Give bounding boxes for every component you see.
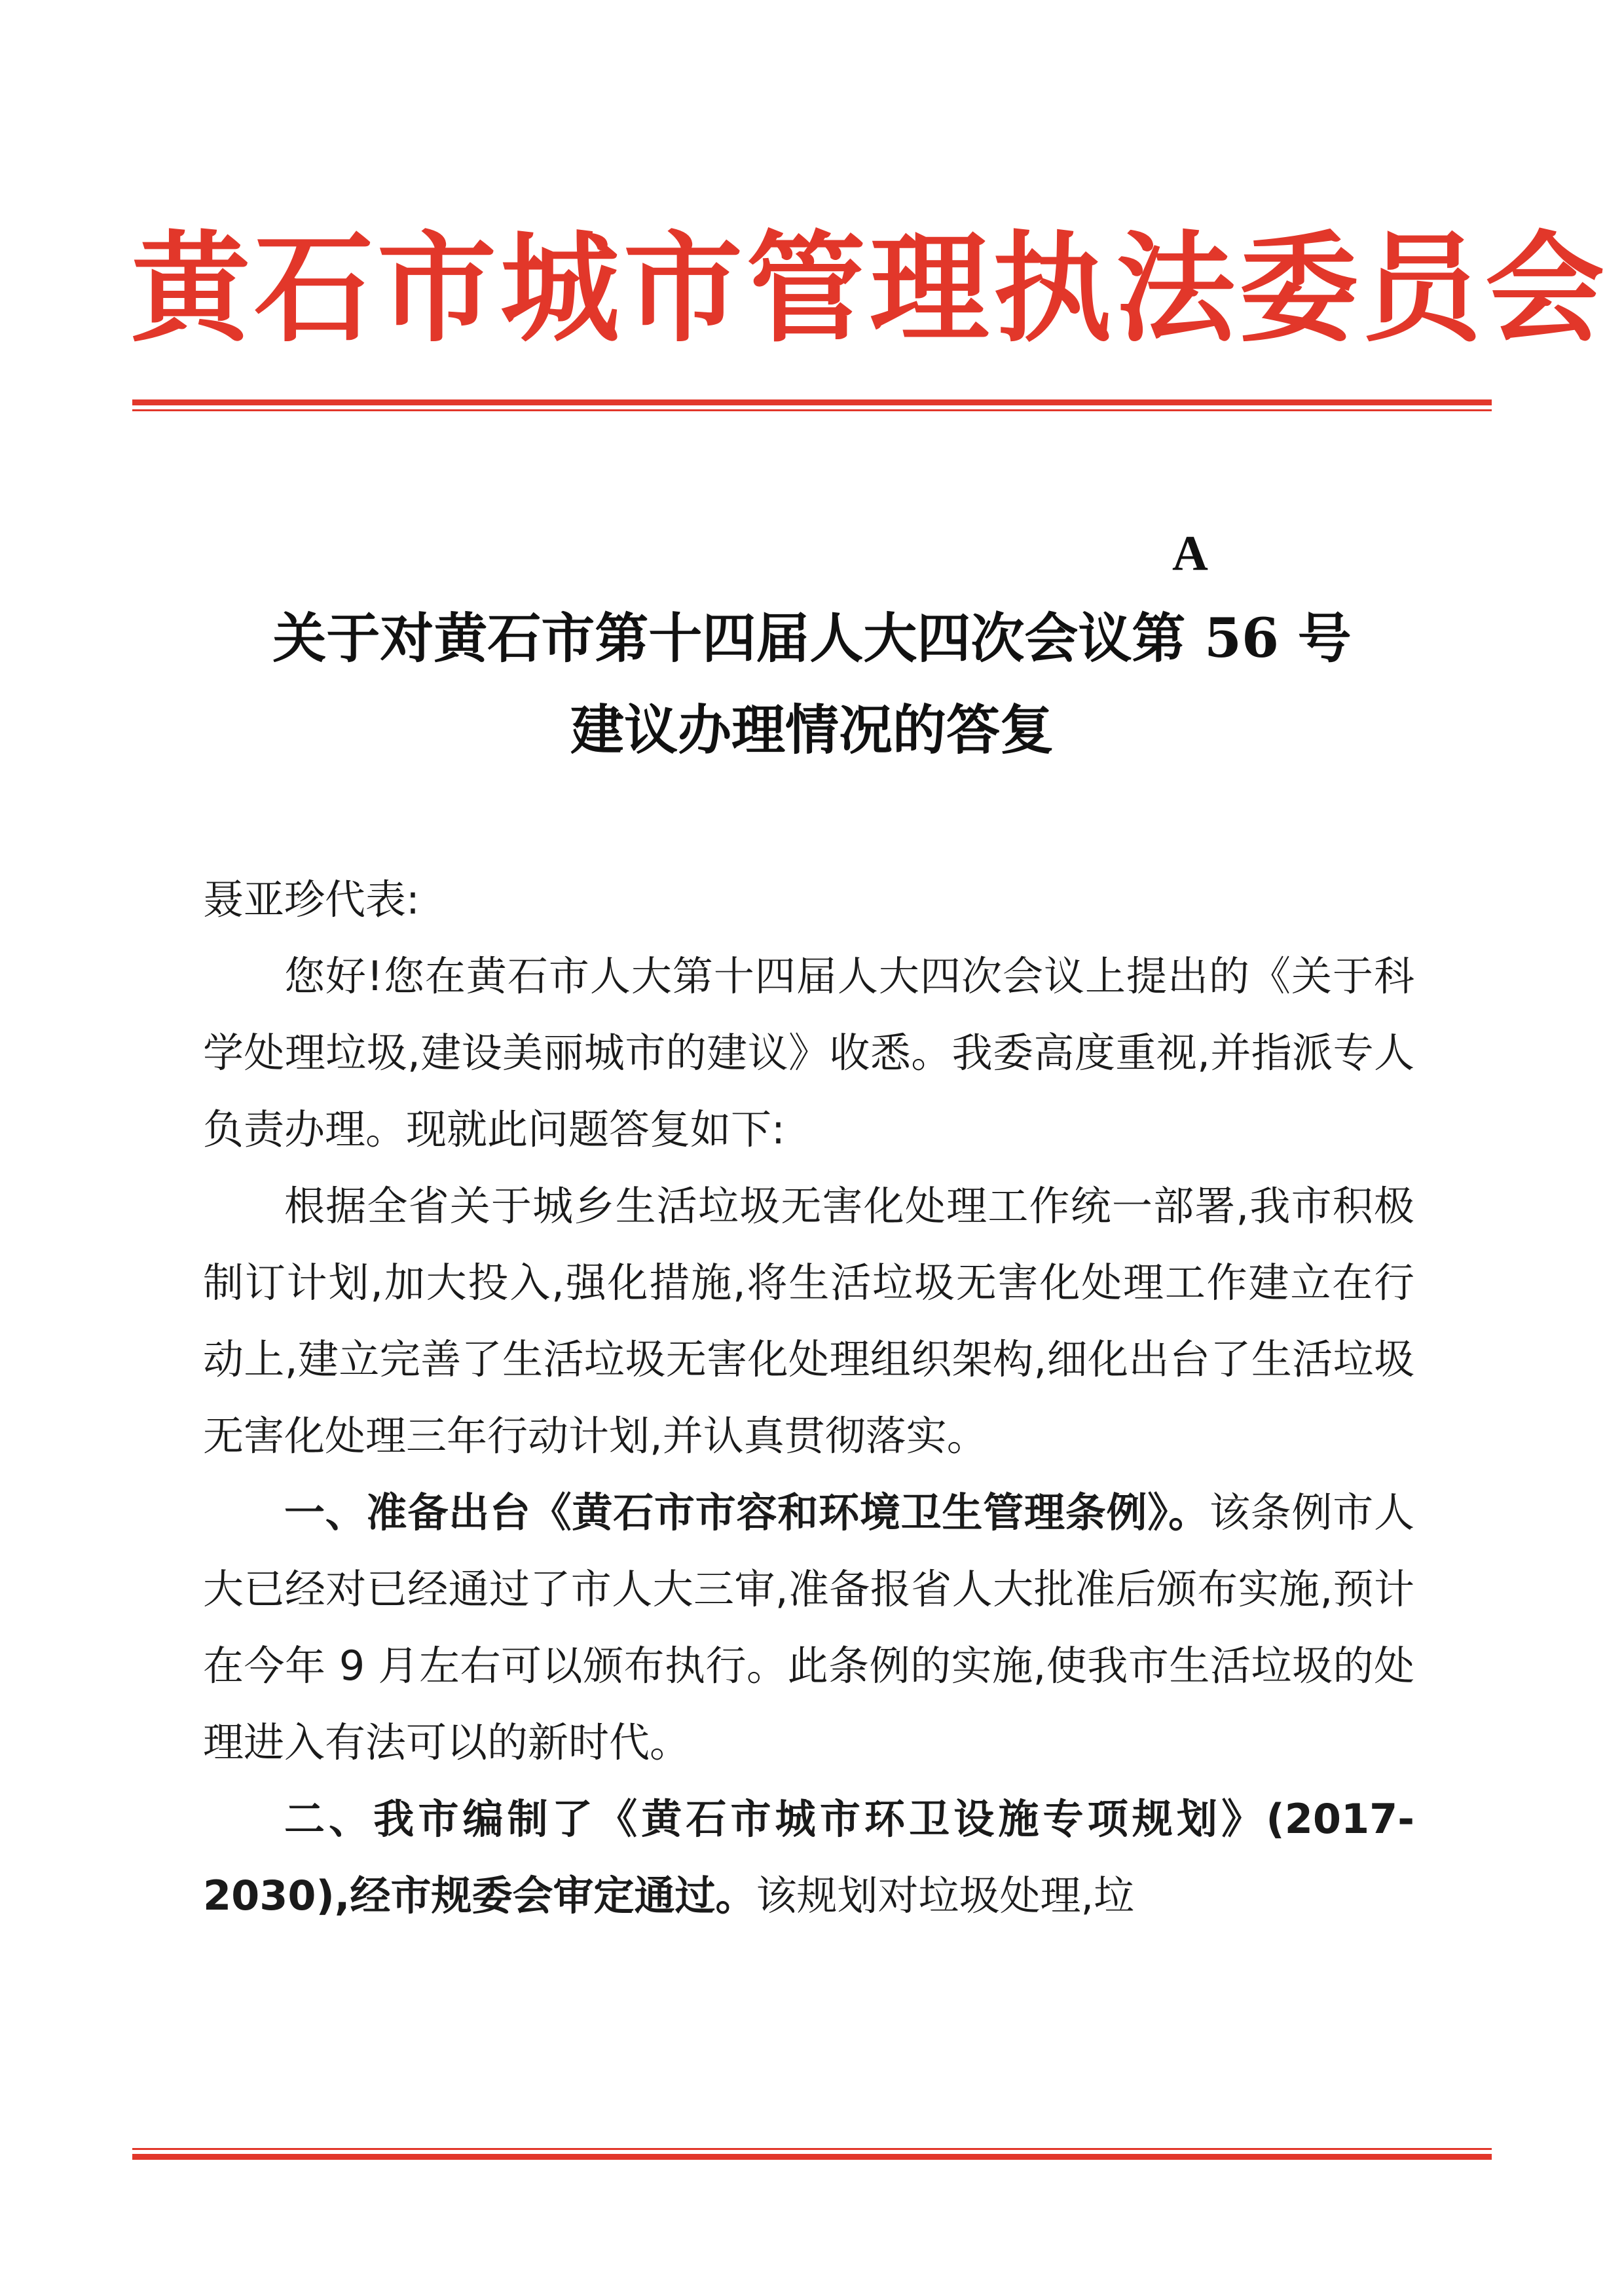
document-body [203, 861, 1414, 1934]
issuing-authority-header: 黄石市城市管理执法委员会 [131, 218, 1608, 358]
document-title-line-2: 建议办理情况的答复 [570, 699, 1054, 762]
paragraph-1: 您好!您在黄石市人大第十四届人大四次会议上提出的《关于科学处理垃圾,建设美丽城市的建议》收悉。我委高度重视,并指派专人负责办理。现就此问题答复如下: [203, 952, 1414, 1153]
paragraph-3 [203, 1474, 1414, 1781]
paragraph-4-text: 该规划对垃圾处理,垃 [756, 1872, 1135, 1919]
document-title-line-1: 关于对黄石市第十四届人大四次会议第 56 号 [272, 607, 1352, 670]
paragraph-3-heading: 一、准备出台《黄石市市容和环境卫生管理条例》。 [284, 1489, 1209, 1536]
paragraph-4 [203, 1781, 1414, 1934]
paragraph-2: 根据全省关于城乡生活垃圾无害化处理工作统一部署,我市积极制订计划,加大投入,强化措施,将生活垃圾无害化处理工作建立在行动上,建立完善了生活垃圾无害化处理组织架构,细化出台了生活垃圾无害化处理三年行动计划,并认真贯彻落实。 [203, 1182, 1414, 1460]
salutation: 聂亚珍代表: [203, 876, 420, 923]
paragraph-4-heading: 二、我市编制了《黄石市城市环卫设施专项规划》(2017-2030),经市规委会审定通过。 [203, 1795, 1414, 1919]
paragraph-3-text: 该条例市人大已经对已经通过了市人大三审,准备报省人大批准后颁布实施,预计在今年 9 月左右可以颁布执行。此条例的实施,使我市生活垃圾的处理进入有法可以的新时代。 [203, 1489, 1414, 1766]
footer-red-rule [132, 2148, 1492, 2160]
document-grade-mark: A [1172, 526, 1208, 581]
header-red-rule [132, 399, 1492, 411]
